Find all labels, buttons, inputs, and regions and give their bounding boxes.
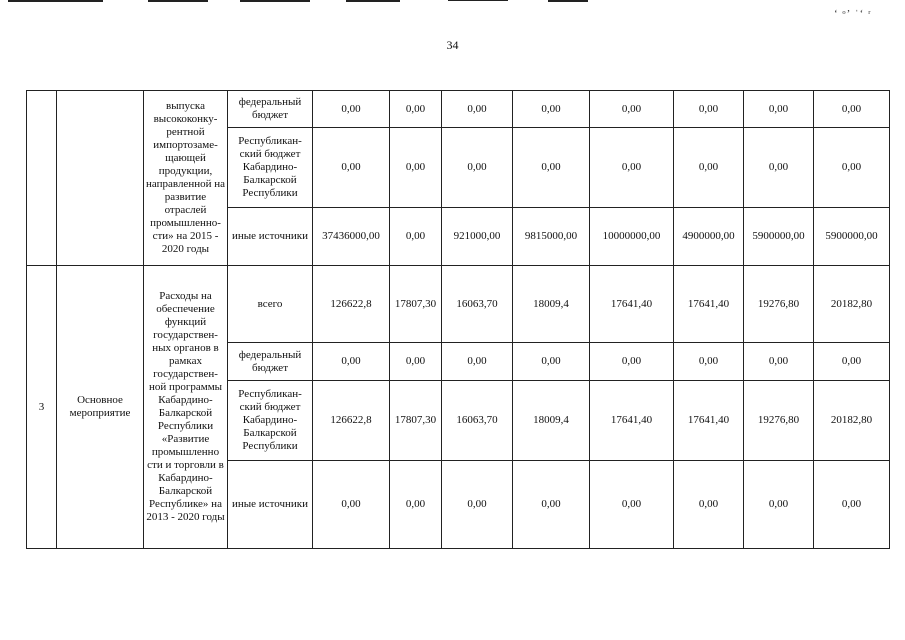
value-cell: 0,00 (513, 128, 590, 208)
value-cell: 0,00 (513, 343, 590, 381)
funding-source: Республикан-ский бюджет Кабардино-Балкарской Республики (228, 381, 313, 461)
value-cell: 10000000,00 (590, 208, 674, 266)
header-rule (148, 0, 208, 2)
value-cell: 0,00 (814, 91, 890, 128)
header-rule (346, 0, 400, 2)
value-cell: 0,00 (442, 128, 513, 208)
value-cell: 0,00 (744, 461, 814, 549)
value-cell: 0,00 (313, 128, 390, 208)
value-cell: 0,00 (674, 343, 744, 381)
value-cell: 0,00 (744, 128, 814, 208)
budget-table (26, 90, 890, 549)
value-cell: 0,00 (674, 91, 744, 128)
funding-source: Республикан-ский бюджет Кабардино-Балкарской Республики (228, 128, 313, 208)
value-cell: 126622,8 (313, 381, 390, 461)
header-rule (448, 0, 508, 1)
value-cell: 19276,80 (744, 266, 814, 343)
value-cell: 5900000,00 (814, 208, 890, 266)
event-description: Расходы на обеспечение функций государствен-ных органов в рамках государствен-ной программы Кабардино-Балкарской Республики «Развитие промышленно сти и торговли в Кабардино-Балкарской Республике» на 2013 - 2020 годы (144, 266, 228, 549)
value-cell: 18009,4 (513, 381, 590, 461)
value-cell: 20182,80 (814, 266, 890, 343)
table-row (27, 91, 890, 128)
funding-source: всего (228, 266, 313, 343)
value-cell: 0,00 (814, 461, 890, 549)
funding-source: федеральный бюджет (228, 91, 313, 128)
value-cell: 9815000,00 (513, 208, 590, 266)
value-cell: 0,00 (744, 343, 814, 381)
page-number: 34 (446, 38, 459, 52)
value-cell: 0,00 (313, 461, 390, 549)
value-cell: 17641,40 (674, 381, 744, 461)
value-cell: 0,00 (590, 128, 674, 208)
table-row (27, 266, 890, 343)
value-cell: 17807,30 (390, 266, 442, 343)
row-number: 3 (27, 266, 57, 549)
value-cell: 0,00 (390, 91, 442, 128)
value-cell: 0,00 (390, 461, 442, 549)
value-cell: 0,00 (513, 91, 590, 128)
value-cell: 0,00 (390, 208, 442, 266)
value-cell: 0,00 (674, 128, 744, 208)
value-cell: 18009,4 (513, 266, 590, 343)
value-cell: 921000,00 (442, 208, 513, 266)
value-cell: 126622,8 (313, 266, 390, 343)
header-rule (240, 0, 310, 2)
scan-mark: ʻ ᵒʼ ˈ‘ ʳ (834, 8, 872, 20)
value-cell: 0,00 (442, 91, 513, 128)
value-cell: 0,00 (390, 343, 442, 381)
value-cell: 19276,80 (744, 381, 814, 461)
funding-source: иные источники (228, 461, 313, 549)
funding-source: федеральный бюджет (228, 343, 313, 381)
value-cell: 0,00 (442, 343, 513, 381)
event-label (57, 91, 144, 266)
value-cell: 16063,70 (442, 266, 513, 343)
value-cell: 17641,40 (590, 381, 674, 461)
value-cell: 17807,30 (390, 381, 442, 461)
header-rule (8, 0, 103, 2)
value-cell: 0,00 (814, 128, 890, 208)
value-cell: 16063,70 (442, 381, 513, 461)
event-label: Основное мероприятие (57, 266, 144, 549)
value-cell: 0,00 (590, 91, 674, 128)
value-cell: 17641,40 (674, 266, 744, 343)
value-cell: 0,00 (674, 461, 744, 549)
value-cell: 0,00 (590, 343, 674, 381)
event-description: выпуска высококонку-рентной импортозаме-щающей продукции, направленной на развитие отраслей промышленно-сти» на 2015 - 2020 годы (144, 91, 228, 266)
value-cell: 4900000,00 (674, 208, 744, 266)
funding-source: иные источники (228, 208, 313, 266)
value-cell: 37436000,00 (313, 208, 390, 266)
value-cell: 5900000,00 (744, 208, 814, 266)
value-cell: 17641,40 (590, 266, 674, 343)
row-number (27, 91, 57, 266)
value-cell: 20182,80 (814, 381, 890, 461)
value-cell: 0,00 (590, 461, 674, 549)
value-cell: 0,00 (744, 91, 814, 128)
value-cell: 0,00 (442, 461, 513, 549)
value-cell: 0,00 (814, 343, 890, 381)
header-rule (548, 0, 588, 2)
value-cell: 0,00 (313, 343, 390, 381)
value-cell: 0,00 (313, 91, 390, 128)
value-cell: 0,00 (390, 128, 442, 208)
value-cell: 0,00 (513, 461, 590, 549)
